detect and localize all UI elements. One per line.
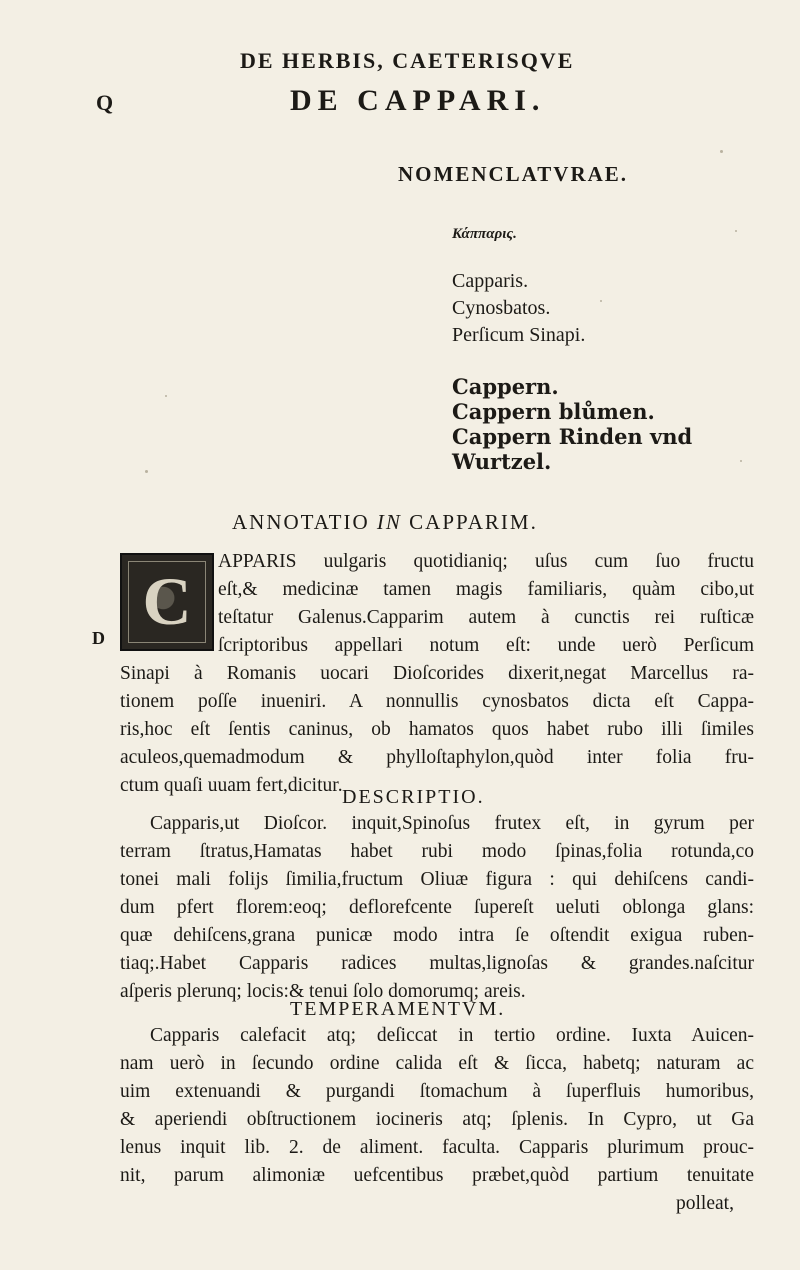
text-line: Capparis,ut Dioſcor. inquit,Spinoſus frutex eſt, in gyrum per bbox=[150, 813, 754, 834]
paper-speck bbox=[145, 470, 148, 473]
catchword: polleat, bbox=[676, 1193, 734, 1214]
descriptio-heading: DESCRIPTIO. bbox=[342, 786, 485, 808]
german-names-list bbox=[452, 374, 692, 474]
text-line: quæ dehiſcens,grana punicæ modo intra ſe oſtendit exigua ruben- bbox=[120, 925, 754, 946]
text-line: tiaq;.Habet Capparis radices multas,lignoſas & grandes.naſcitur bbox=[120, 953, 754, 974]
german-name: Cappern Rinden vnd bbox=[452, 424, 693, 449]
latin-name: Cynosbatos. bbox=[452, 297, 551, 319]
text-line: Sinapi à Romanis uocari Dioſcorides dixerit,negat Marcellus ra- bbox=[120, 663, 754, 684]
text-line: nit, parum alimoniæ uefcentibus præbet,quòd partium tenuitate bbox=[120, 1165, 754, 1186]
text-line: aculeos,quemadmodum & phylloſtaphylon,quòd inter folia fru- bbox=[120, 747, 754, 768]
decorated-initial bbox=[120, 553, 214, 651]
text-line: terram ſtratus,Hamatas habet rubi modo ſpinas,folia rotunda,co bbox=[120, 841, 754, 862]
annotatio-heading-suffix: CAPPARIM. bbox=[409, 510, 538, 534]
paper-speck bbox=[720, 150, 723, 153]
text-line: ctum quaſi uuam fert,dicitur. bbox=[120, 775, 343, 796]
text-line: nam uerò in ſecundo ordine calida eſt & ſicca, habetq; naturam ac bbox=[120, 1053, 754, 1074]
latin-names-list bbox=[452, 268, 585, 349]
text-line: APPARIS uulgaris quotidianiq; uſus cum ſuo fructu bbox=[218, 551, 754, 572]
text-line: dum pfert florem:eoq; deflorefcente ſupereſt ueluti oblonga glans: bbox=[120, 897, 754, 918]
text-line: tionem poſſe inueniri. A nonnullis cynosbatos dicta eſt Cappa- bbox=[120, 691, 754, 712]
nomenclature-heading: NOMENCLATVRAE. bbox=[398, 162, 629, 186]
paper-speck bbox=[740, 460, 742, 462]
text-line: Capparis calefacit atq; deſiccat in tertio ordine. Iuxta Auicen- bbox=[150, 1025, 754, 1046]
annotatio-heading bbox=[232, 510, 538, 535]
text-line: eſt,& medicinæ tamen magis familiaris, quàm cibo,ut bbox=[218, 579, 754, 600]
text-line: ſcriptoribus appellari notum eſt: unde uerò Perſicum bbox=[218, 635, 754, 656]
running-head: DE HERBIS, CAETERISQVE bbox=[240, 48, 575, 73]
temperamentum-heading: TEMPERAMENTVM. bbox=[290, 998, 506, 1020]
annotatio-heading-in: IN bbox=[376, 510, 402, 534]
greek-term: Κάππαρις. bbox=[452, 226, 517, 242]
initial-letter: C bbox=[142, 563, 192, 639]
german-name: Cappern blůmen. bbox=[452, 399, 655, 424]
paper-speck bbox=[165, 395, 167, 397]
paper-speck bbox=[600, 300, 602, 302]
german-name: Wurtzel. bbox=[452, 449, 552, 474]
signature-mark: Q bbox=[96, 90, 114, 115]
text-line: teſtatur Galenus.Capparim autem à cunctis rei ruſticæ bbox=[218, 607, 754, 628]
text-line: & aperiendi obſtructionem iocineris atq; ſplenis. In Cypro, ut Ga bbox=[120, 1109, 754, 1130]
text-line: lenus inquit lib. 2. de aliment. faculta. Capparis plurimum prouc- bbox=[120, 1137, 754, 1158]
text-line: uim extenuandi & purgandi ſtomachum à ſuperfluis humoribus, bbox=[120, 1081, 754, 1102]
paper-speck bbox=[735, 230, 737, 232]
text-line: aſperis plerunq; locis:& tenui ſolo domorumq; areis. bbox=[120, 981, 526, 1002]
annotatio-heading-prefix: ANNOTATIO bbox=[232, 510, 370, 534]
text-line: tonei mali folijs ſimilia,fructum Oliuæ figura : qui dehiſcens candi- bbox=[120, 869, 754, 890]
text-line: ris,hoc eſt ſentis caninus, ob hamatos quos habet rubo illi ſimiles bbox=[120, 719, 754, 740]
latin-name: Perſicum Sinapi. bbox=[452, 324, 586, 346]
chapter-title: DE CAPPARI. bbox=[290, 84, 546, 117]
latin-name: Capparis. bbox=[452, 270, 529, 292]
margin-letter: D bbox=[92, 628, 105, 648]
german-name: Cappern. bbox=[452, 374, 559, 399]
